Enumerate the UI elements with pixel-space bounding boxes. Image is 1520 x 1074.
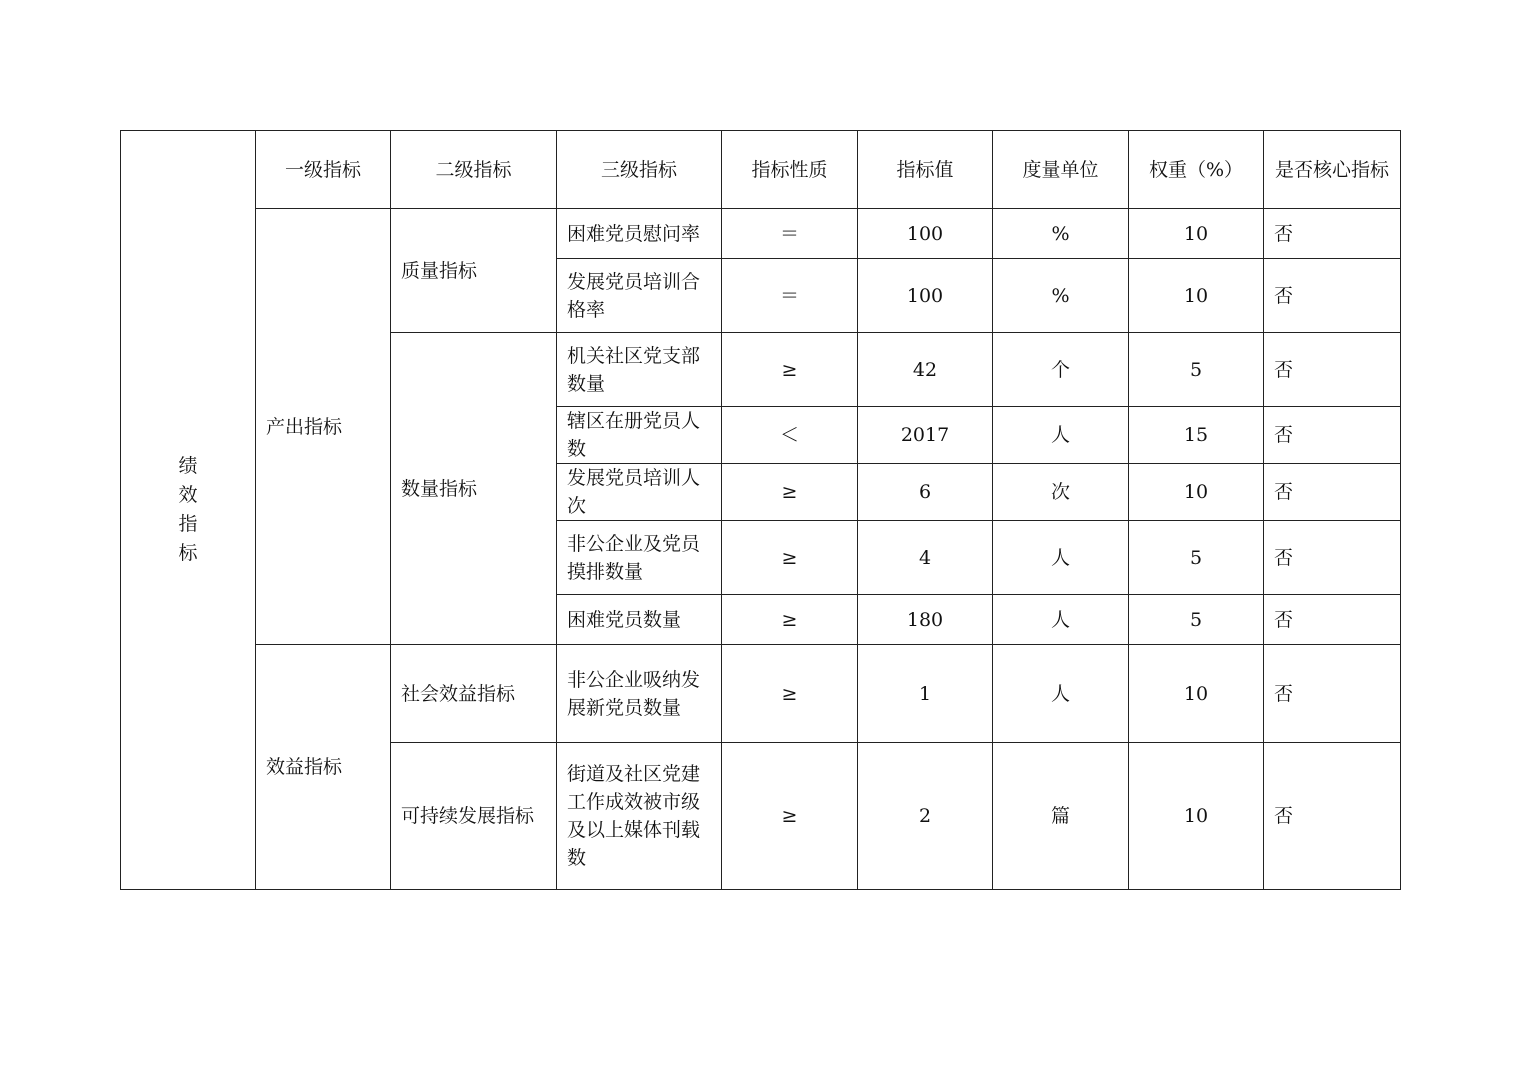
header-core: 是否核心指标 <box>1264 131 1401 209</box>
level2-social: 社会效益指标 <box>391 645 557 743</box>
weight-cell: 10 <box>1129 645 1264 743</box>
core-cell: 否 <box>1264 333 1401 407</box>
value-cell: 100 <box>858 259 993 333</box>
header-unit: 度量单位 <box>993 131 1129 209</box>
value-cell: 1 <box>858 645 993 743</box>
header-level2: 二级指标 <box>391 131 557 209</box>
nature-cell: ＜ <box>722 407 858 464</box>
core-cell: 否 <box>1264 743 1401 890</box>
level1-output: 产出指标 <box>256 209 391 645</box>
core-cell: 否 <box>1264 595 1401 645</box>
weight-cell: 10 <box>1129 259 1264 333</box>
level3-cell: 困难党员数量 <box>557 595 722 645</box>
value-cell: 42 <box>858 333 993 407</box>
level2-sustainable: 可持续发展指标 <box>391 743 557 890</box>
category-label: 绩效指标 <box>178 455 198 564</box>
unit-cell: 个 <box>993 333 1129 407</box>
performance-indicator-table <box>120 130 1401 890</box>
unit-cell: 篇 <box>993 743 1129 890</box>
header-weight: 权重（%） <box>1129 131 1264 209</box>
value-cell: 100 <box>858 209 993 259</box>
level3-cell: 辖区在册党员人数 <box>557 407 722 464</box>
nature-cell: ≥ <box>722 645 858 743</box>
nature-cell: ＝ <box>722 259 858 333</box>
weight-cell: 10 <box>1129 209 1264 259</box>
level3-cell: 街道及社区党建工作成效被市级及以上媒体刊载数 <box>557 743 722 890</box>
core-cell: 否 <box>1264 209 1401 259</box>
unit-cell: 人 <box>993 645 1129 743</box>
level1-benefit: 效益指标 <box>256 645 391 890</box>
header-row <box>121 131 1401 209</box>
level2-quantity: 数量指标 <box>391 333 557 645</box>
nature-cell: ≥ <box>722 333 858 407</box>
weight-cell: 5 <box>1129 521 1264 595</box>
core-cell: 否 <box>1264 645 1401 743</box>
header-level3: 三级指标 <box>557 131 722 209</box>
core-cell: 否 <box>1264 259 1401 333</box>
level3-cell: 困难党员慰问率 <box>557 209 722 259</box>
header-nature: 指标性质 <box>722 131 858 209</box>
core-cell: 否 <box>1264 521 1401 595</box>
unit-cell: 次 <box>993 464 1129 521</box>
level3-cell: 非公企业及党员摸排数量 <box>557 521 722 595</box>
core-cell: 否 <box>1264 464 1401 521</box>
level3-cell: 机关社区党支部数量 <box>557 333 722 407</box>
nature-cell: ≥ <box>722 595 858 645</box>
level3-cell: 非公企业吸纳发展新党员数量 <box>557 645 722 743</box>
value-cell: 4 <box>858 521 993 595</box>
level3-cell: 发展党员培训人次 <box>557 464 722 521</box>
weight-cell: 5 <box>1129 595 1264 645</box>
value-cell: 6 <box>858 464 993 521</box>
level3-cell: 发展党员培训合格率 <box>557 259 722 333</box>
nature-cell: ≥ <box>722 743 858 890</box>
nature-cell: ＝ <box>722 209 858 259</box>
category-cell <box>121 131 256 890</box>
table-row <box>121 645 1401 743</box>
table-row <box>121 209 1401 259</box>
level2-quality: 质量指标 <box>391 209 557 333</box>
value-cell: 180 <box>858 595 993 645</box>
header-level1: 一级指标 <box>256 131 391 209</box>
core-cell: 否 <box>1264 407 1401 464</box>
unit-cell: 人 <box>993 595 1129 645</box>
nature-cell: ≥ <box>722 521 858 595</box>
value-cell: 2 <box>858 743 993 890</box>
header-value: 指标值 <box>858 131 993 209</box>
unit-cell: 人 <box>993 521 1129 595</box>
weight-cell: 10 <box>1129 464 1264 521</box>
nature-cell: ≥ <box>722 464 858 521</box>
value-cell: 2017 <box>858 407 993 464</box>
unit-cell: 人 <box>993 407 1129 464</box>
unit-cell: % <box>993 209 1129 259</box>
weight-cell: 10 <box>1129 743 1264 890</box>
weight-cell: 5 <box>1129 333 1264 407</box>
unit-cell: % <box>993 259 1129 333</box>
weight-cell: 15 <box>1129 407 1264 464</box>
